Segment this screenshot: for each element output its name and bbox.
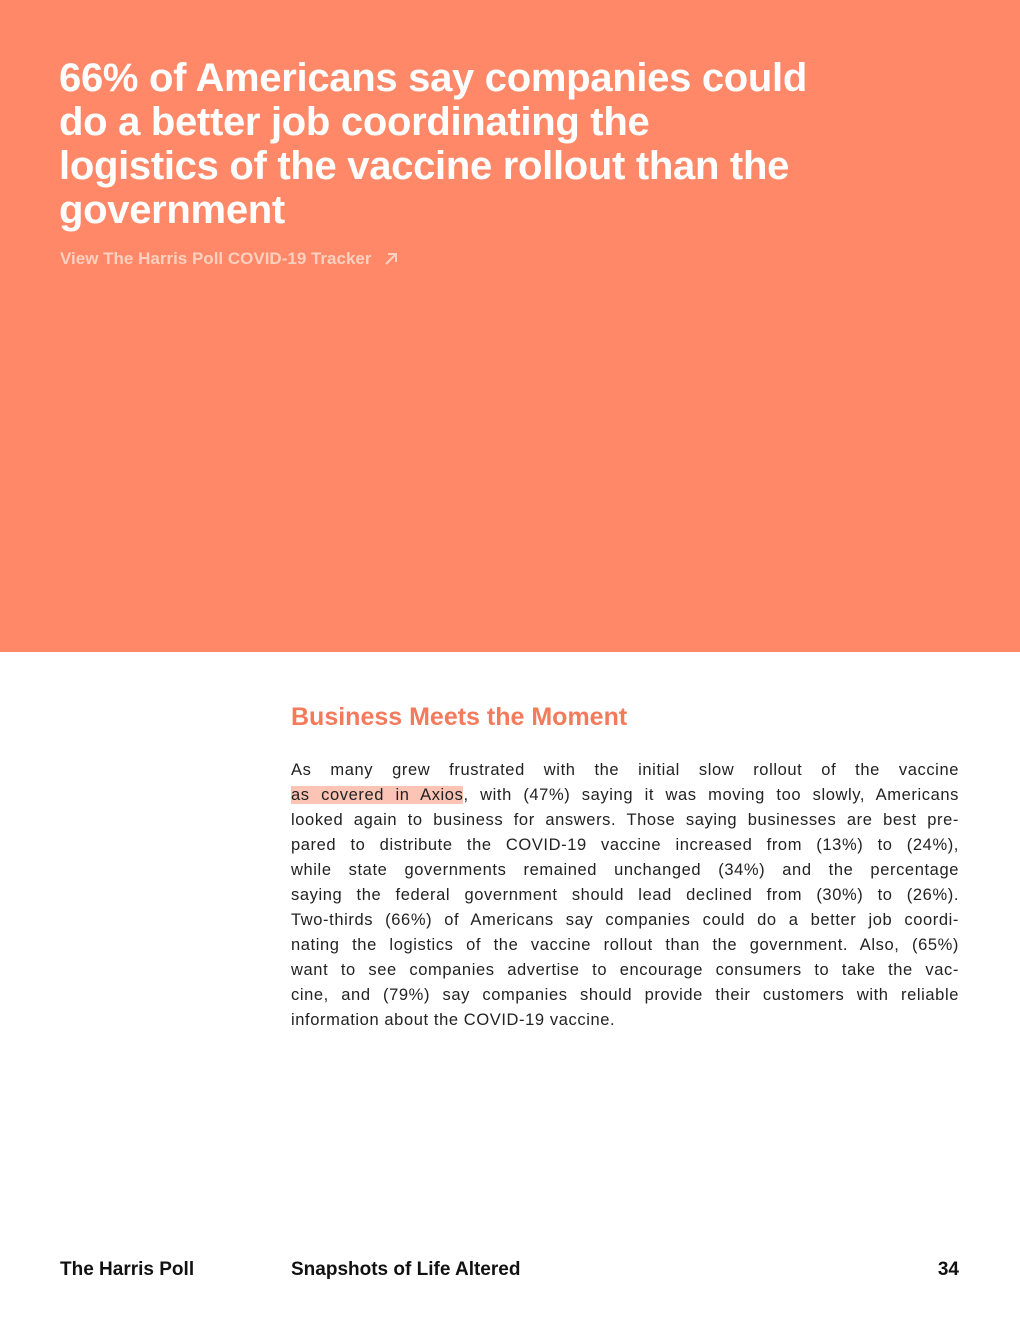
body-text: , with (47%) saying it was moving too slowly, Americans <box>463 786 959 804</box>
body-line: nating the logistics of the vaccine rollout than the government. Also, (65%) <box>291 936 959 954</box>
body-line: looked again to business for answers. Those saying businesses are best pre- <box>291 811 959 829</box>
body-line: Two-thirds (66%) of Americans say companies could do a better job coordi- <box>291 911 959 929</box>
body-line: As many grew frustrated with the initial slow rollout of the vaccine <box>291 761 959 779</box>
section-heading: Business Meets the Moment <box>291 703 628 731</box>
body-line: pared to distribute the COVID-19 vaccine increased from (13%) to (24%), <box>291 836 959 854</box>
tracker-link-label: View The Harris Poll COVID-19 Tracker <box>60 249 372 268</box>
hero-title: 66% of Americans say companies could do a better job coordinating the logistics of the vaccine rollout than the government <box>59 56 808 232</box>
tracker-link[interactable] <box>60 249 398 269</box>
page-number: 34 <box>937 1259 959 1280</box>
article-section <box>291 700 959 1033</box>
body-line: cine, and (79%) say companies should provide their customers with reliable <box>291 986 959 1004</box>
hero-banner <box>0 0 1020 652</box>
axios-link[interactable]: as covered in Axios <box>291 786 464 804</box>
body-line: want to see companies advertise to encourage consumers to take the vac- <box>291 961 959 979</box>
arrow-up-right-icon <box>384 252 398 266</box>
footer-report-title: Snapshots of Life Altered <box>291 1259 521 1280</box>
footer-brand: The Harris Poll <box>60 1259 195 1280</box>
body-line: saying the federal government should lead declined from (30%) to (26%). <box>291 886 959 904</box>
body-line <box>291 783 959 808</box>
body-line: while state governments remained unchanged (34%) and the percentage <box>291 861 959 879</box>
article-body <box>291 758 959 1033</box>
body-line: information about the COVID-19 vaccine. <box>291 1011 616 1029</box>
